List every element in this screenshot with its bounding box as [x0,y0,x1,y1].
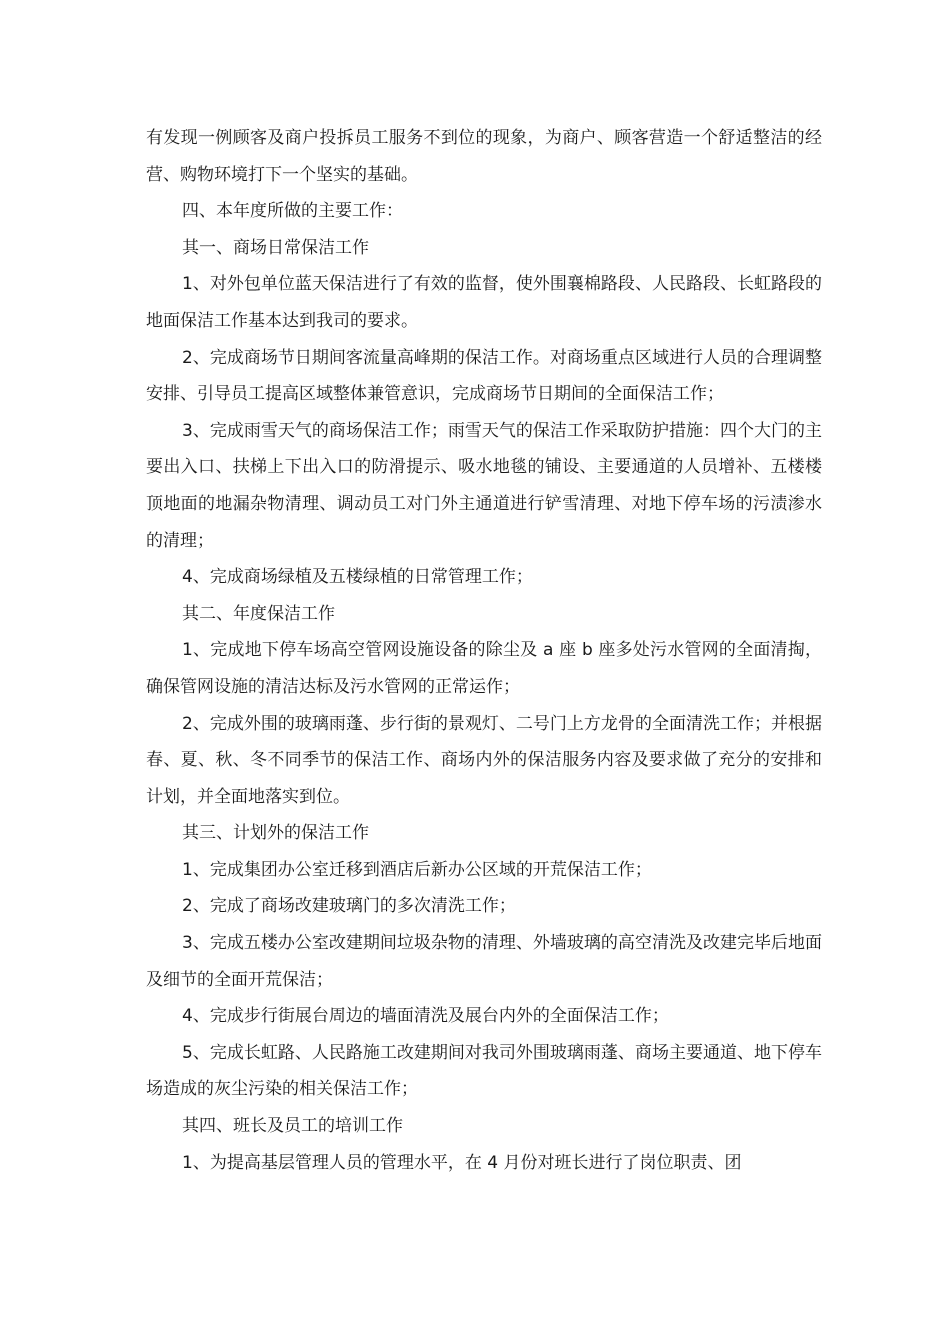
list-item: 1、完成集团办公室迁移到酒店后新办公区域的开荒保洁工作； [182,859,652,880]
list-item: 3、完成雨雪天气的商场保洁工作；雨雪天气的保洁工作采取防护措施：四个大门的主要出入口、扶梯上下出入口的防滑提示、吸水地毯的铺设、主要通道的人员增补、五楼楼顶地面的地漏杂物清理、调动员工对门外主通道进行铲雪清理、对地下停车场的污渍渗水的清理； [146,420,822,551]
subsection-heading: 其四、班长及员工的培训工作 [182,1116,403,1137]
list-item: 2、完成商场节日期间客流量高峰期的保洁工作。对商场重点区域进行人员的合理调整安排、引导员工提高区域整体兼管意识，完成商场节日期间的全面保洁工作； [146,347,822,405]
list-item: 1、为提高基层管理人员的管理水平，在 4 月份对班长进行了岗位职责、团 [182,1152,742,1173]
subsection-heading: 其三、计划外的保洁工作 [182,823,369,844]
list-item: 2、完成外围的玻璃雨蓬、步行街的景观灯、二号门上方龙骨的全面清洗工作；并根据春、夏、秋、冬不同季节的保洁工作、商场内外的保洁服务内容及要求做了充分的安排和计划，并全面地落实到位。 [146,713,822,807]
list-item: 1、完成地下停车场高空管网设施设备的除尘及 a 座 b 座多处污水管网的全面清掏，确保管网设施的清洁达标及污水管网的正常运作； [146,640,822,697]
list-item: 5、完成长虹路、人民路施工改建期间对我司外围玻璃雨蓬、商场主要通道、地下停车场造成的灰尘污染的相关保洁工作； [146,1042,822,1100]
list-item: 1、对外包单位蓝天保洁进行了有效的监督，使外围襄棉路段、人民路段、长虹路段的地面保洁工作基本达到我司的要求。 [146,274,822,331]
section-heading: 四、本年度所做的主要工作： [182,201,403,222]
document-body [146,120,822,1181]
list-item: 4、完成商场绿植及五楼绿植的日常管理工作； [182,567,533,588]
list-item: 3、完成五楼办公室改建期间垃圾杂物的清理、外墙玻璃的高空清洗及改建完毕后地面及细节的全面开荒保洁； [146,933,822,990]
list-item: 2、完成了商场改建玻璃门的多次清洗工作； [182,896,516,917]
list-item: 4、完成步行街展台周边的墙面清洗及展台内外的全面保洁工作； [182,1006,669,1027]
subsection-heading: 其二、年度保洁工作 [182,603,335,624]
subsection-heading: 其一、商场日常保洁工作 [182,237,369,258]
paragraph: 有发现一例顾客及商户投拆员工服务不到位的现象，为商户、顾客营造一个舒适整洁的经营、购物环境打下一个坚实的基础。 [146,128,822,185]
